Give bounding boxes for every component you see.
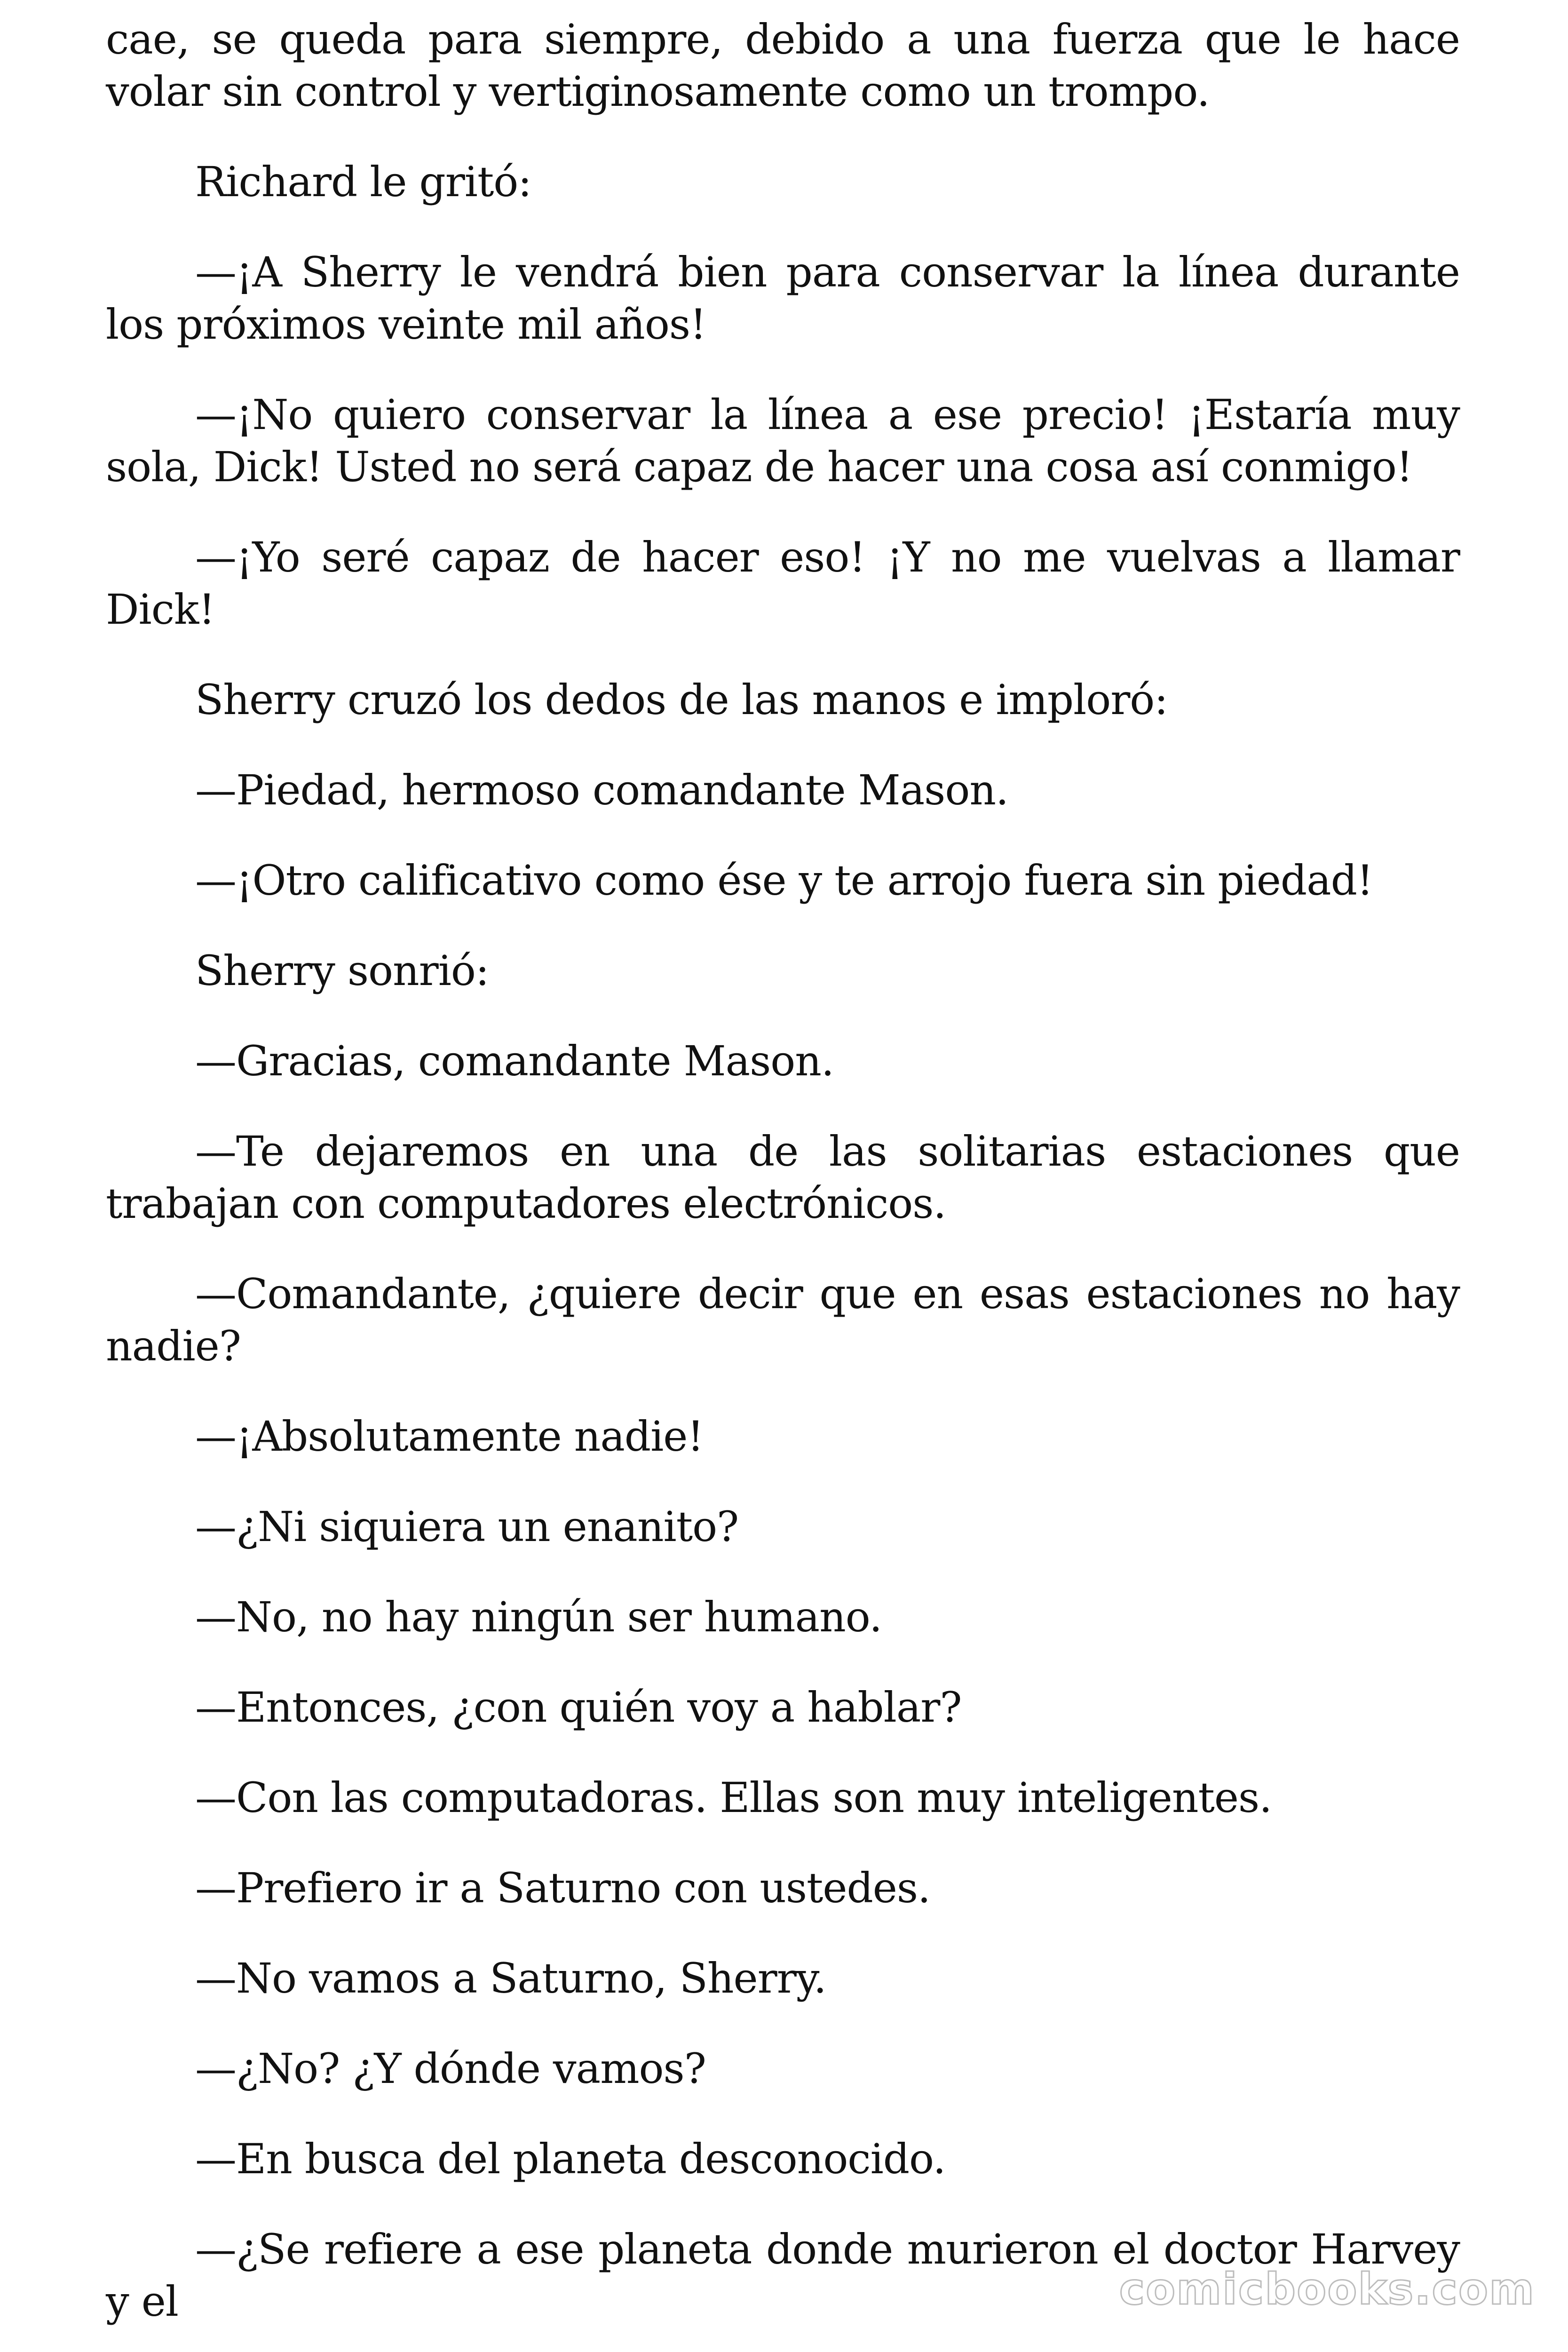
dialogue-line: —¡Absolutamente nadie! <box>195 1412 704 1461</box>
dialogue-line: —¿No? ¿Y dónde vamos? <box>195 2044 706 2093</box>
dialogue-line: —No, no hay ningún ser humano. <box>195 1593 882 1641</box>
paragraph: Richard le gritó: <box>195 158 531 206</box>
dialogue-line: —Piedad, hermoso comandante Mason. <box>195 766 1008 814</box>
dialogue-line: —Prefiero ir a Saturno con ustedes. <box>195 1864 931 1912</box>
dialogue-line: —En busca del planeta desconocido. <box>195 2135 946 2183</box>
dialogue-line: —Entonces, ¿con quién voy a hablar? <box>195 1683 962 1732</box>
dialogue-line: —¡Yo seré capaz de hacer eso! ¡Y no me vuelvas a llamar Dick! <box>106 533 1460 634</box>
paragraph: Sherry cruzó los dedos de las manos e imploró: <box>195 675 1168 724</box>
dialogue-line: —No vamos a Saturno, Sherry. <box>195 1954 826 2002</box>
dialogue-line: —Gracias, comandante Mason. <box>195 1037 834 1085</box>
paragraph: Sherry sonrió: <box>195 946 489 995</box>
dialogue-line: —Te dejaremos en una de las solitarias estaciones que trabajan con computadores electrónicos. <box>106 1127 1460 1228</box>
dialogue-line: —¡Otro calificativo como ése y te arrojo fuera sin piedad! <box>195 856 1373 905</box>
watermark-logo: comicbooks.com <box>1119 2264 1535 2314</box>
dialogue-line: —¡No quiero conservar la línea a ese precio! ¡Estaría muy sola, Dick! Usted no será capaz de hacer una cosa así conmigo! <box>106 390 1460 491</box>
dialogue-line: —¿Ni siquiera un enanito? <box>195 1502 739 1551</box>
dialogue-line: —Con las computadoras. Ellas son muy inteligentes. <box>195 1773 1272 1822</box>
dialogue-line: —¡A Sherry le vendrá bien para conservar la línea durante los próximos veinte mil años! <box>106 248 1460 349</box>
dialogue-line: —¿Se refiere a ese planeta donde murieron el doctor Harvey y el <box>106 2225 1460 2326</box>
dialogue-line: —Comandante, ¿quiere decir que en esas estaciones no hay nadie? <box>106 1270 1460 1370</box>
paragraph-continuation: cae, se queda para siempre, debido a una fuerza que le hace volar sin control y vertiginosamente como un trompo. <box>106 15 1460 116</box>
